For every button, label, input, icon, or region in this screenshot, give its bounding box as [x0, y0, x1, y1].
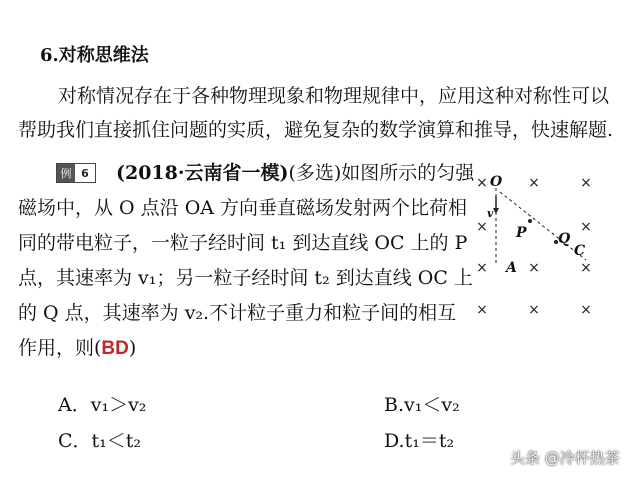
field-cross-1: × — [476, 175, 488, 191]
example-badge — [56, 163, 96, 183]
answer-text: BD — [101, 338, 129, 359]
field-cross-2: × — [528, 175, 540, 191]
intro-line-1: 对称情况存在于各种物理现象和物理规律中，应用这种对称性可以 — [58, 85, 610, 107]
velocity-arrow-head — [493, 208, 499, 214]
question-line-1 — [116, 161, 474, 185]
section-title: 6.对称思维法 — [40, 45, 149, 66]
field-cross-4: × — [476, 219, 488, 235]
label-o: O — [490, 174, 503, 190]
field-cross-7: × — [528, 260, 540, 276]
label-p: P — [516, 225, 527, 241]
field-cross-5: × — [580, 219, 592, 235]
question-line-1-rest: (多选)如图所示的匀强 — [288, 162, 475, 184]
magnetic-field-diagram — [474, 166, 604, 316]
question-close: ) — [128, 337, 137, 359]
field-cross-10: × — [528, 302, 540, 316]
option-d: D.t₁＝t₂ — [384, 430, 455, 452]
watermark: 头条 @冷杯热茶 — [510, 449, 620, 467]
question-line-4: 点，其速率为 v₁；另一粒子经时间 t₂ 到达直线 OC 上 — [18, 267, 473, 289]
question-line-6 — [18, 336, 136, 361]
question-line-2: 磁场中，从 O 点沿 OA 方向垂直磁场发射两个比荷相 — [18, 197, 468, 219]
field-cross-3: × — [580, 175, 592, 191]
label-q: Q — [558, 231, 571, 247]
option-b: B.v₁＜v₂ — [384, 394, 460, 416]
field-cross-8: × — [580, 260, 592, 276]
question-line-5: 的 Q 点，其速率为 v₂.不计粒子重力和粒子间的相互 — [18, 302, 457, 324]
label-v: v — [487, 207, 494, 220]
label-c: C — [574, 243, 586, 259]
question-prompt: 作用，则( — [18, 337, 102, 359]
question-source: (2018·云南省一模) — [116, 162, 289, 184]
field-cross-6: × — [476, 260, 488, 276]
option-a: A．v₁＞v₂ — [58, 394, 147, 416]
option-c: C．t₁＜t₂ — [58, 430, 142, 452]
label-a: A — [506, 260, 517, 276]
field-cross-11: × — [580, 302, 592, 316]
example-badge-label: 例 — [57, 164, 75, 182]
question-line-3: 同的带电粒子，一粒子经时间 t₁ 到达直线 OC 上的 P — [18, 232, 468, 254]
point-p-dot — [528, 219, 532, 223]
field-cross-9: × — [476, 302, 488, 316]
example-badge-number: 6 — [75, 164, 95, 182]
intro-line-2: 帮助我们直接抓住问题的实质，避免复杂的数学演算和推导，快速解题. — [18, 119, 614, 141]
